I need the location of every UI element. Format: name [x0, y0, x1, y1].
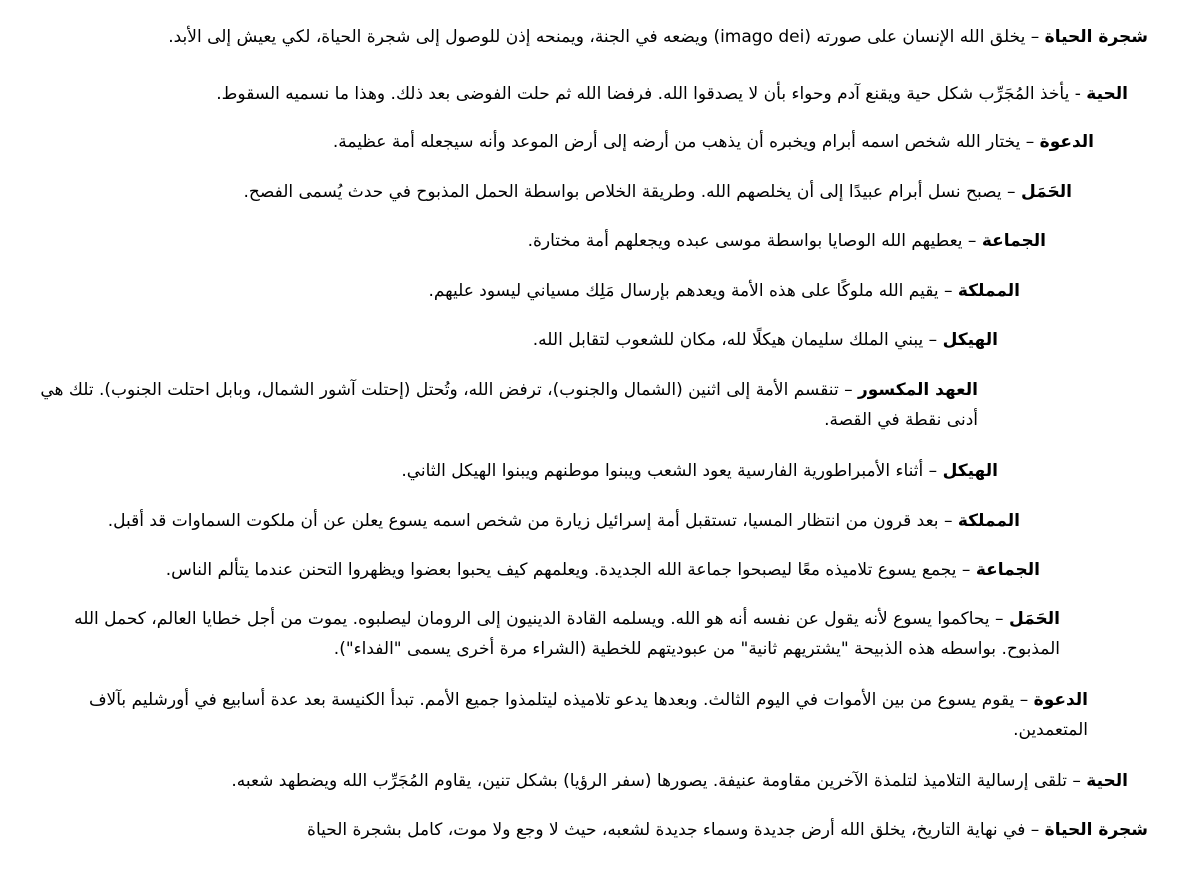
- entry-kingdom-second: المملكة – بعد قرون من انتظار المسيا، تستقبل أمة إسرائيل زيارة من شخص اسمه يسوع يعلن عن أن ملكوت السماوات قد أقبل.: [107, 511, 1020, 531]
- entry-text: يعطيهم الله الوصايا بواسطة موسى عبده ويجعلهم أمة مختارة.: [527, 231, 963, 251]
- entry-text: يخلق الله الإنسان على صورته (imago dei) ويضعه في الجنة، ويمنحه إذن للوصول إلى شجرة الحياة، لكي يعيش إلى الأبد.: [168, 27, 1026, 47]
- entry-lamb-second: الحَمَل – يحاكموا يسوع لأنه يقول عن نفسه أنه هو الله. ويسلمه القادة الدينيون إلى الرومان ليصلبوه. يموت من أجل خطايا العالم، كحمل الله المذبوح. بواسطه هذه الذبيحة "يشتريهم ثانية" من عبوديتهم للخطية (الشراء مرة أخرى يسمى "الفداء").: [74, 609, 1060, 659]
- entry-calling-second: الدعوة – يقوم يسوع من بين الأموات في اليوم الثالث. وبعدها يدعو تلاميذه ليتلمذوا جميع الأمم. تبدأ الكنيسة بعد عدة أسابيع في أورشليم بآلاف المتعمدين.: [88, 690, 1088, 740]
- entry-term: شجرة الحياة: [1044, 820, 1148, 840]
- entry-text: يختار الله شخص اسمه أبرام ويخبره أن يذهب من أرضه إلى أرض الموعد وأنه سيجعله أمة عظيمة.: [332, 132, 1021, 152]
- entry-text: يجمع يسوع تلاميذه معًا ليصبحوا جماعة الله الجديدة. ويعلمهم كيف يحبوا بعضوا ويظهروا التحنن عندما يتألم الناس.: [165, 560, 957, 580]
- entry-text: يأخذ المُجَرِّب شكل حية ويقنع آدم وحواء بأن لا يصدقوا الله. فرفضا الله ثم حلت الفوضى بعد ذلك. وهذا ما نسميه السقوط.: [216, 84, 1070, 104]
- entry-text: أثناء الأمبراطورية الفارسية يعود الشعب ويبنوا موطنهم ويبنوا الهيكل الثاني.: [401, 461, 924, 481]
- entry-text: يحاكموا يسوع لأنه يقول عن نفسه أنه هو الله. ويسلمه القادة الدينيون إلى الرومان ليصلبوه. يموت من أجل خطايا العالم، كحمل الله المذبوح. بواسطه هذه الذبيحة "يشتريهم ثانية" من عبوديتهم للخطية (الشراء مرة أخرى يسمى "الفداء").: [74, 609, 1060, 659]
- entry-text: في نهاية التاريخ، يخلق الله أرض جديدة وسماء جديدة لشعبه، حيث لا وجع ولا موت، كامل بشجرة الحياة: [307, 820, 1026, 840]
- entry-text: بعد قرون من انتظار المسيا، تستقبل أمة إسرائيل زيارة من شخص اسمه يسوع يعلن عن أن ملكوت السماوات قد أقبل.: [107, 511, 939, 531]
- entry-term: الحَمَل: [1020, 182, 1072, 202]
- entry-term: الحَمَل: [1008, 609, 1060, 629]
- entry-lamb: الحَمَل – يصبح نسل أبرام عبيدًا إلى أن يخلصهم الله. وطريقة الخلاص بواسطة الحمل المذبوح في حدث يُسمى الفصح.: [243, 182, 1072, 202]
- entry-community-second: الجماعة – يجمع يسوع تلاميذه معًا ليصبحوا جماعة الله الجديدة. ويعلمهم كيف يحبوا بعضوا ويظهروا التحنن عندما يتألم الناس.: [165, 560, 1040, 580]
- entry-term: الدعوة: [1039, 132, 1094, 152]
- entry-text: يقيم الله ملوكًا على هذه الأمة ويعدهم بإرسال مَلِك مسياني ليسود عليهم.: [428, 281, 939, 301]
- entry-community: الجماعة – يعطيهم الله الوصايا بواسطة موسى عبده ويجعلهم أمة مختارة.: [527, 231, 1046, 251]
- entry-serpent: الحية - يأخذ المُجَرِّب شكل حية ويقنع آدم وحواء بأن لا يصدقوا الله. فرفضا الله ثم حلت الفوضى بعد ذلك. وهذا ما نسميه السقوط.: [216, 84, 1128, 104]
- entry-term: الجماعة: [981, 231, 1046, 251]
- entry-term: الحية: [1086, 84, 1128, 104]
- entry-term: الهيكل: [942, 330, 998, 350]
- entry-text: يقوم يسوع من بين الأموات في اليوم الثالث. وبعدها يدعو تلاميذه ليتلمذوا جميع الأمم. تبدأ الكنيسة بعد عدة أسابيع في أورشليم بآلاف المتعمدين.: [88, 690, 1088, 740]
- entry-temple-second: الهيكل – أثناء الأمبراطورية الفارسية يعود الشعب ويبنوا موطنهم ويبنوا الهيكل الثاني.: [401, 461, 998, 481]
- entry-term: الهيكل: [942, 461, 998, 481]
- entry-kingdom: المملكة – يقيم الله ملوكًا على هذه الأمة ويعدهم بإرسال مَلِك مسياني ليسود عليهم.: [428, 281, 1020, 301]
- entry-calling: الدعوة – يختار الله شخص اسمه أبرام ويخبره أن يذهب من أرضه إلى أرض الموعد وأنه سيجعله أمة عظيمة.: [332, 132, 1094, 152]
- entry-broken-covenant: العهد المكسور – تنقسم الأمة إلى اثنين (الشمال والجنوب)، ترفض الله، وتُحتل (إحتلت آشور الشمال، وبابل احتلت الجنوب). تلك هي أدنى نقطة في القصة.: [40, 380, 978, 430]
- entry-text: يبني الملك سليمان هيكلًا لله، مكان للشعوب لتقابل الله.: [532, 330, 924, 350]
- entry-term: الدعوة: [1033, 690, 1088, 710]
- entry-text: تلقى إرسالية التلاميذ لتلمذة الآخرين مقاومة عنيفة. يصورها (سفر الرؤيا) بشكل تنين، يقاوم المُجَرِّب الله ويضطهد شعبه.: [231, 771, 1067, 791]
- entry-term: الحية: [1086, 771, 1128, 791]
- entry-term: المملكة: [957, 511, 1020, 531]
- entry-text: تنقسم الأمة إلى اثنين (الشمال والجنوب)، ترفض الله، وتُحتل (إحتلت آشور الشمال، وبابل احتلت الجنوب). تلك هي أدنى نقطة في القصة.: [40, 380, 978, 430]
- entry-tree-of-life: شجرة الحياة – يخلق الله الإنسان على صورته (imago dei) ويضعه في الجنة، ويمنحه إذن للوصول إلى شجرة الحياة، لكي يعيش إلى الأبد.: [168, 27, 1148, 47]
- entry-text: يصبح نسل أبرام عبيدًا إلى أن يخلصهم الله. وطريقة الخلاص بواسطة الحمل المذبوح في حدث يُسمى الفصح.: [243, 182, 1002, 202]
- entry-serpent-second: الحية – تلقى إرسالية التلاميذ لتلمذة الآخرين مقاومة عنيفة. يصورها (سفر الرؤيا) بشكل تنين، يقاوم المُجَرِّب الله ويضطهد شعبه.: [231, 771, 1128, 791]
- entry-tree-of-life-final: شجرة الحياة – في نهاية التاريخ، يخلق الله أرض جديدة وسماء جديدة لشعبه، حيث لا وجع ولا موت، كامل بشجرة الحياة: [307, 820, 1148, 840]
- entry-term: العهد المكسور: [857, 380, 978, 400]
- entry-term: شجرة الحياة: [1044, 27, 1148, 47]
- entry-term: المملكة: [957, 281, 1020, 301]
- entry-term: الجماعة: [975, 560, 1040, 580]
- entry-temple: الهيكل – يبني الملك سليمان هيكلًا لله، مكان للشعوب لتقابل الله.: [532, 330, 998, 350]
